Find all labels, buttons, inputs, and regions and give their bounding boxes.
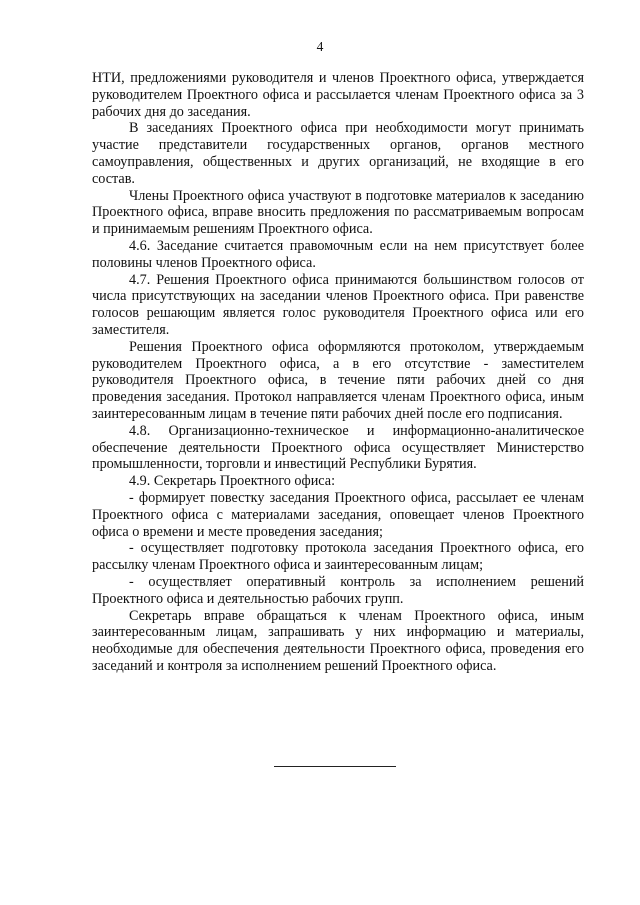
document-body: [92, 70, 584, 675]
page-number: 4: [316, 39, 324, 54]
paragraph-secretary-rights: Секретарь вправе обращаться к членам Проектного офиса, иным заинтересованным лицам, запрашивать у них информацию и материалы, необходимые для обеспечения деятельности Проектного офиса, проведения его заседаний и контроля за исполнением решений Проектного офиса.: [92, 607, 584, 674]
paragraph-4-8: 4.8. Организационно-техническое и информационно-аналитическое обеспечение деятельности Проектного офиса осуществляет Министерство промышленности, торговли и инвестиций Республики Бурятия.: [92, 422, 584, 473]
closing-divider: [274, 766, 396, 767]
paragraph-protocol: Решения Проектного офиса оформляются протоколом, утверждаемым руководителем Проектного офиса, а в его отсутствие - заместителем руководителя Проектного офиса, в течение пяти рабочих дней со дня проведения заседания. Протокол направляется членам Проектного офиса, иным заинтересованным лицам в течение пяти рабочих дней после его подписания.: [92, 338, 584, 422]
list-item-protocol-prep: - осуществляет подготовку протокола заседания Проектного офиса, его рассылку членам Проектного офиса и заинтересованным лицам;: [92, 540, 584, 574]
paragraph-4-9: 4.9. Секретарь Проектного офиса:: [129, 473, 336, 490]
paragraph-members-role: Члены Проектного офиса участвуют в подготовке материалов к заседанию Проектного офиса, вправе вносить предложения по рассматриваемым вопросам и принимаемым решениям Проектного офиса.: [92, 187, 584, 238]
paragraph-continuation: НТИ, предложениями руководителя и членов Проектного офиса, утверждается руководителем Проектного офиса и рассылается членам Проектного офиса за 3 рабочих дня до заседания.: [92, 70, 584, 120]
paragraph-4-6: 4.6. Заседание считается правомочным если на нем присутствует более половины членов Проектного офиса.: [92, 237, 584, 271]
paragraph-participants: В заседаниях Проектного офиса при необходимости могут принимать участие представители государственных органов, органов местного самоуправления, общественных и других организаций, не входящие в его состав.: [92, 120, 584, 187]
list-item-agenda: - формирует повестку заседания Проектного офиса, рассылает ее членам Проектного офиса с материалами заседания, оповещает членов Проектного офиса о времени и месте проведения заседания;: [92, 489, 584, 540]
list-item-control: - осуществляет оперативный контроль за исполнением решений Проектного офиса и деятельностью рабочих групп.: [92, 573, 584, 607]
paragraph-4-7: 4.7. Решения Проектного офиса принимаются большинством голосов от числа присутствующих на заседании членов Проектного офиса. При равенстве голосов решающим является голос руководителя Проектного офиса или его заместителя.: [92, 271, 584, 338]
